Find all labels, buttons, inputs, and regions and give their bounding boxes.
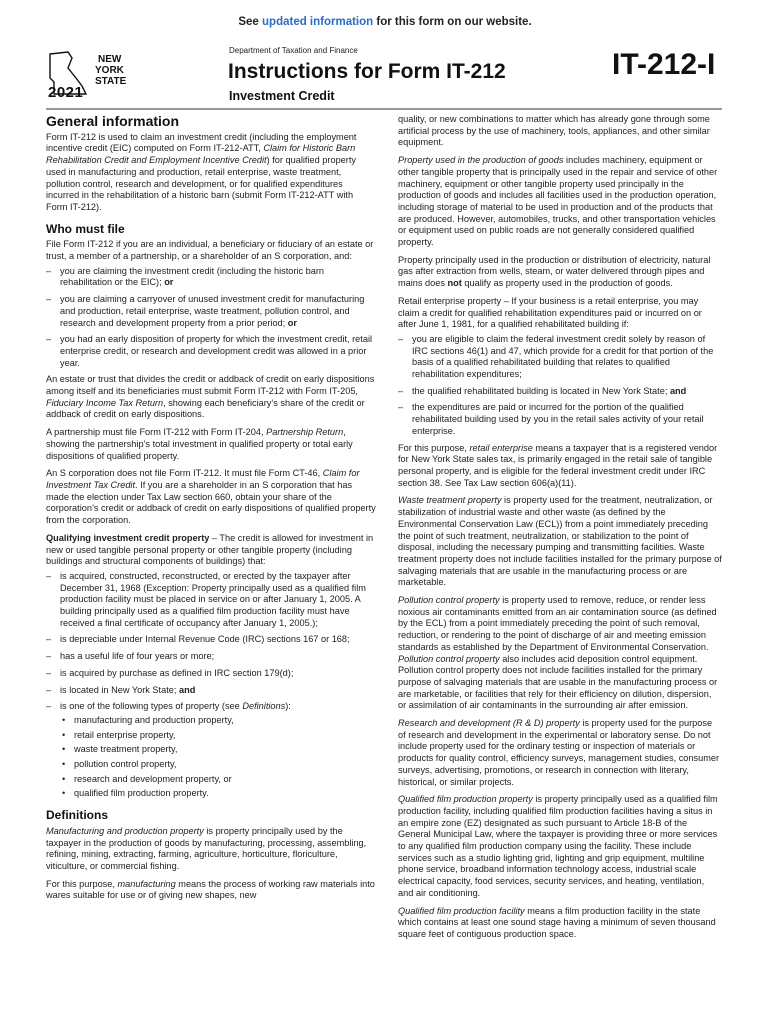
retail-definition-paragraph: For this purpose, retail enterprise means a taxpayer that is a registered vendor for New York State sales tax, is primarily engaged in the retail sale of tangible personal property, and is eligible for the federal investment credit under IRC section 38. See Tax Law section 606(a)(11).	[398, 442, 718, 488]
bullet-item: • manufacturing and production property,	[62, 714, 234, 725]
notice-suffix: for this form on our website.	[373, 16, 532, 28]
production-goods-paragraph: Property used in the production of goods includes machinery, equipment or other tangible property that is principally used in the repair and service of other machinery, equipment or other tangible property used principally in the production of goods and includes all facilities used in the production operation, including storage of material to be used in production and of the products that are produced. However, automobiles, trucks, and other transportation vehicles or equipment used on public roads are not generally considered qualified property.	[398, 155, 718, 248]
partnership-paragraph: A partnership must file Form IT-212 with Form IT-204, Partnership Return, showing the partnership’s total investment in qualified property or total early dispositions of qualified property.	[46, 427, 353, 461]
manufacturing-definition: Manufacturing and production property is property principally used by the taxpayer in the production of goods by manufacturing, processing, assembling, refining, mining, extracting, farming, agriculture, horticulture, floriculture, viticulture, or commercial fishing.	[46, 825, 367, 871]
estate-paragraph: An estate or trust that divides the credit or addback of credit on early dispositions among itself and its beneficiaries must submit Form IT-212 with Form IT-205, Fiduciary Income Tax Return, showing each beneficiary’s share of the credit or addback of credit on early dispositions.	[46, 374, 375, 420]
general-information-heading: General information	[46, 113, 180, 129]
s-corporation-paragraph: An S corporation does not file Form IT-212. It must file Form CT-46, Claim for Investment Tax Credit. If you are a shareholder in an S corporation that has made the election under Tax Law section 660, obtain your share of the corporation’s credit or addback of credit on early dispositions of qualified property from the corporation.	[46, 468, 376, 526]
list-item: – you are claiming the investment credit (including the historic barn rehabilitation or the EIC); or	[46, 265, 325, 288]
bullet-item: • pollution control property,	[62, 759, 177, 770]
retail-enterprise-paragraph: Retail enterprise property – If your business is a retail enterprise, you may claim a credit for qualified rehabilitation expenditures paid or incurred on or after June 1, 1981, for a qualified rehabilitated building if:	[398, 295, 702, 330]
list-item: – the expenditures are paid or incurred for the portion of the qualified rehabilitated building used by you in the retail sales activity of your retail enterprise.	[398, 402, 704, 436]
list-item: – you are eligible to claim the federal investment credit solely by reason of IRC sections 46(1) and 47, which provide for a credit for that portion of the basis of a qualified rehabilitated building that relates to qualified rehabilitation expenditures;	[398, 333, 714, 380]
research-development-paragraph: Research and development (R & D) property is property used for the purpose of research and development in the experimental or laboratory sense. Do not include property used for the ordinary testing or inspection of materials or products for quality control, efficiency surveys, management studies, consumer surveys, advertising, promotions, or research in connection with literary, historical, or similar projects.	[398, 718, 720, 787]
form-year: 2021	[48, 84, 84, 101]
general-paragraph: Form IT-212 is used to claim an investment credit (including the employment incentive credit (EIC) computed on Form IT-212-ATT, Claim for Historic Barn Rehabilitation Credit and Employment Incentive Credit) for qualified property used in manufacturing and production, retail enterprise, waste treatment, pollution control, research and development, or for qualified expenditures incurred in the rehabilitation of a historic barn (submit Form IT-212-ATT with Form IT-212).	[46, 131, 357, 212]
film-production-facility-paragraph: Qualified film production facility means a film production facility in the state which contains at least one sound stage having a minimum of seven thousand square feet of contiguous production space.	[398, 905, 716, 939]
waste-treatment-paragraph: Waste treatment property is property used for the treatment, neutralization, or stabilization of industrial waste and other waste (as defined by the Environmental Conservation Law (ECL)) from a point immediately preceding the point of such treatment, neutralization, or stabilization to the point of disposal, including the necessary pumping and transmitting facilities. Waste treatment property does not include facilities installed for the primary purpose of salvaging materials that are usable in the manufacturing process or are marketable.	[398, 495, 722, 588]
bullet-item: • qualified film production property.	[62, 788, 209, 799]
logo-word-york: YORK	[95, 65, 124, 76]
bullet-item: • waste treatment property,	[62, 744, 178, 755]
header-divider	[46, 108, 722, 110]
pollution-control-paragraph: Pollution control property is property used to remove, reduce, or render less noxious air contaminants emitted from an air contamination source (as defined by the ECL) from a point immediately preceding the point of such removal, reduction, or rendering to the point of discharge of air and meeting emission standards as established by the Department of Environmental Conservation. Pollution control property also includes acid deposition control equipment. Pollution control property does not include facilities installed for the primary purpose of salvaging materials that are usable in the manufacturing process or are marketable, or facilities that rely for their efficiency on dilution, dispersion, or assimilation of air contaminants in the surrounding air after emission.	[398, 595, 718, 711]
updated-information-link[interactable]: updated information	[262, 16, 374, 28]
list-item: – is acquired by purchase as defined in IRC section 179(d);	[46, 667, 294, 678]
continued-paragraph: quality, or new combinations to matter which has already gone through some artificial process by the use of machinery, tools, appliances, and other similar equipment.	[398, 114, 710, 148]
qualifying-property-paragraph: Qualifying investment credit property – The credit is allowed for investment in new or used tangible personal property or other tangible property (including buildings and structural components of buildings) that:	[46, 532, 374, 567]
bullet-item: • research and development property, or	[62, 773, 232, 784]
who-paragraph: File Form IT-212 if you are an individual, a beneficiary or fiduciary of an estate or trust, a member of a partnership, or a shareholder of an S corporation, and:	[46, 239, 374, 262]
film-production-property-paragraph: Qualified film production property is property principally used as a qualified film production facility, including qualified film production facilities having a situs in an empire zone (EZ) designated as such pursuant to Article 18-B of the General Municipal Law, where the taxpayer is providing three or more services to any qualified film production company using the facility. These include services such as a studio lighting grid, lighting and grip equipment, multiline phone service, broadband information technology access, industrial scale electrical capacity, food services, security services, and heating, ventilation, and air conditioning.	[398, 794, 718, 898]
list-item: – is acquired, constructed, reconstructed, or erected by the taxpayer after December 31, 1968 (Exception: Property principally used as a qualified film production facility must be placed in service on or after January 1, 2005. A building principally used as a qualified film production facility must have received a final certificate of occupancy after January 1, 2005.);	[46, 570, 366, 628]
who-must-file-heading: Who must file	[46, 221, 125, 236]
list-item: – has a useful life of four years or more;	[46, 651, 215, 662]
list-item: – is located in New York State; and	[46, 684, 196, 695]
page-title: Instructions for Form IT-212	[228, 60, 506, 83]
left-column	[46, 114, 376, 908]
page-subtitle: Investment Credit	[229, 89, 335, 103]
list-item: – you are claiming a carryover of unused investment credit for manufacturing and production, retail enterprise, waste treatment, pollution control, and research and development property from a prior period; or	[46, 294, 365, 328]
list-item: – you had an early disposition of property for which the investment credit, retail enterprise credit, or research and development credit was allowed in a prior year.	[46, 334, 373, 368]
website-notice	[0, 16, 770, 28]
manufacturing-purpose-paragraph: For this purpose, manufacturing means the process of working raw materials into wares suitable for use or of giving new shapes, new	[46, 878, 375, 901]
bullet-item: • retail enterprise property,	[62, 729, 176, 740]
right-column	[398, 114, 722, 947]
notice-prefix: See	[238, 16, 263, 28]
department-name: Department of Taxation and Finance	[229, 46, 358, 55]
logo-word-state: STATE	[95, 76, 127, 87]
logo-word-new: NEW	[98, 54, 122, 65]
form-number: IT-212-I	[612, 48, 716, 81]
utilities-paragraph: Property principally used in the production or distribution of electricity, natural gas after extraction from wells, steam, or water delivered through pipes and mains does not qualify as property used in the production of goods.	[398, 254, 711, 289]
definitions-heading: Definitions	[46, 808, 108, 823]
list-item: – is one of the following types of property (see Definitions):	[46, 701, 291, 712]
list-item: – the qualified rehabilitated building is located in New York State; and	[398, 385, 687, 396]
list-item: – is depreciable under Internal Revenue Code (IRC) sections 167 or 168;	[46, 634, 350, 645]
